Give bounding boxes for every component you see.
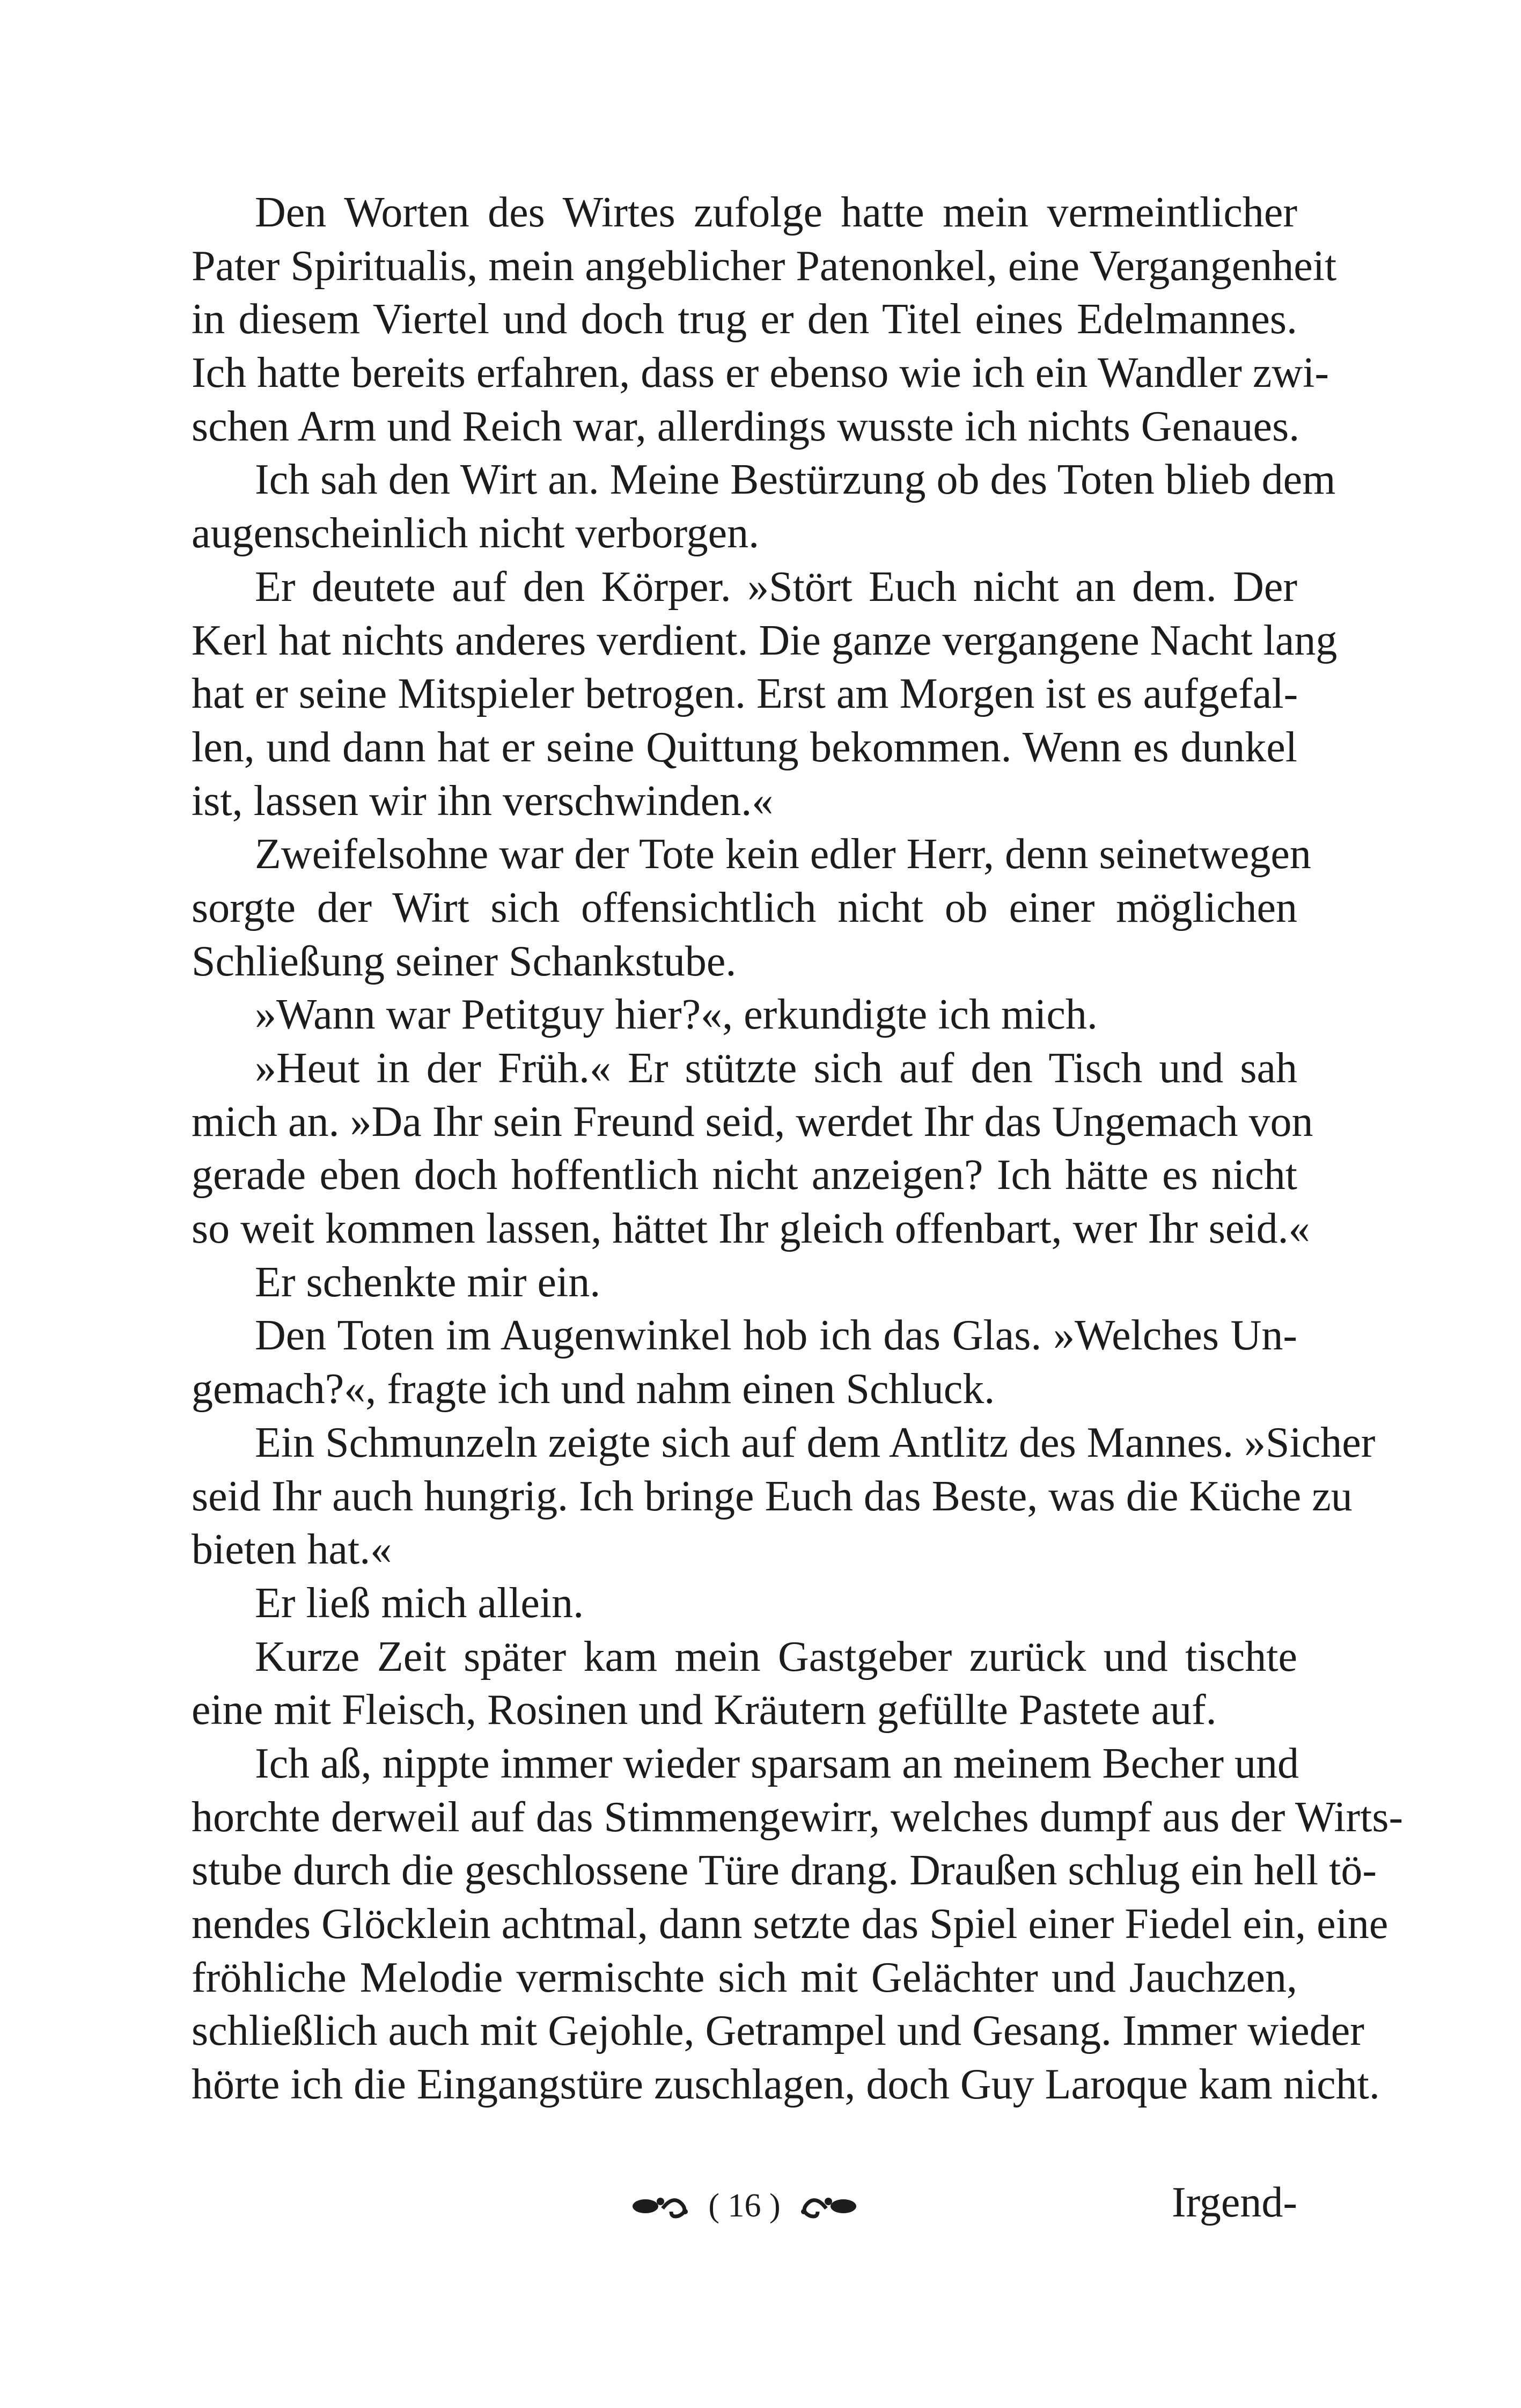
text-line: in diesem Viertel und doch trug er den Titel eines Edelmannes. <box>192 296 1297 343</box>
text-line: schen Arm und Reich war, allerdings wusste ich nichts Genaues. <box>192 402 1300 450</box>
text-line: Ein Schmunzeln zeigte sich auf dem Antlitz des Mannes. »Sicher <box>255 1419 1376 1466</box>
text-line: Kerl hat nichts anderes verdient. Die ganze vergangene Nacht lang <box>192 616 1338 664</box>
body-text <box>192 186 1404 2112</box>
text-line: stube durch die geschlossene Türe drang. Draußen schlug ein hell tö- <box>192 1847 1377 1895</box>
text-line: gemach?«, fragte ich und nahm einen Schluck. <box>192 1365 995 1413</box>
text-line: Pater Spiritualis, mein angeblicher Patenonkel, eine Vergangenheit <box>192 242 1337 290</box>
text-line: »Heut in der Früh.« Er stützte sich auf den Tisch und sah <box>255 1045 1297 1092</box>
text-line: schließlich auch mit Gejohle, Getrampel und Gesang. Immer wieder <box>192 2007 1364 2055</box>
fleuron-right-icon <box>794 2192 858 2219</box>
text-line: Schließung seiner Schankstube. <box>192 937 737 985</box>
text-line: Er ließ mich allein. <box>255 1579 584 1627</box>
text-line: Ich sah den Wirt an. Meine Bestürzung ob des Toten blieb dem <box>255 456 1336 504</box>
text-line: horchte derweil auf das Stimmengewirr, welches dumpf aus der Wirts- <box>192 1793 1404 1841</box>
text-line: bieten hat.« <box>192 1526 392 1574</box>
text-line: Er schenkte mir ein. <box>255 1258 601 1306</box>
page-number-group <box>192 2176 1297 2233</box>
text-line: eine mit Fleisch, Rosinen und Kräutern gefüllte Pastete auf. <box>192 1686 1217 1734</box>
text-line: Er deutete auf den Körper. »Stört Euch nicht an dem. Der <box>255 563 1297 611</box>
text-line: fröhliche Melodie vermischte sich mit Gelächter und Jauchzen, <box>192 1954 1297 2001</box>
text-line: mich an. »Da Ihr sein Freund seid, werdet Ihr das Ungemach von <box>192 1098 1313 1146</box>
text-line: Ich hatte bereits erfahren, dass er ebenso wie ich ein Wandler zwi- <box>192 349 1329 397</box>
text-line: sorgte der Wirt sich offensichtlich nicht ob einer möglichen <box>192 884 1297 931</box>
text-line: ist, lassen wir ihn verschwinden.« <box>192 777 774 825</box>
text-line: Ich aß, nippte immer wieder sparsam an meinem Becher und <box>255 1739 1299 1787</box>
text-line: Den Worten des Wirtes zufolge hatte mein vermeintlicher <box>255 189 1297 236</box>
page-footer <box>192 2176 1297 2229</box>
fleuron-left-icon <box>630 2192 695 2219</box>
text-line: »Wann war Petitguy hier?«, erkundigte ich mich. <box>255 991 1098 1039</box>
text-line: Kurze Zeit später kam mein Gastgeber zurück und tischte <box>255 1633 1297 1680</box>
catchword: Irgend- <box>1172 2179 1297 2226</box>
text-line: hat er seine Mitspieler betrogen. Erst am Morgen ist es aufgefal- <box>192 670 1298 718</box>
text-line: augenscheinlich nicht verborgen. <box>192 510 760 557</box>
text-line: Den Toten im Augenwinkel hob ich das Glas. »Welches Un- <box>255 1312 1297 1360</box>
text-line: nendes Glöcklein achtmal, dann setzte das Spiel einer Fiedel ein, eine <box>192 1900 1388 1948</box>
text-line: hörte ich die Eingangstüre zuschlagen, doch Guy Laroque kam nicht. <box>192 2061 1380 2109</box>
text-line: gerade eben doch hoffentlich nicht anzeigen? Ich hätte es nicht <box>192 1151 1297 1199</box>
text-line: len, und dann hat er seine Quittung bekommen. Wenn es dunkel <box>192 723 1297 771</box>
text-line: so weit kommen lassen, hättet Ihr gleich offenbart, wer Ihr seid.« <box>192 1205 1310 1253</box>
text-line: Zweifelsohne war der Tote kein edler Herr, denn seinetwegen <box>255 831 1311 878</box>
page-number: ( 16 ) <box>708 2187 781 2224</box>
text-line: seid Ihr auch hungrig. Ich bringe Euch das Beste, was die Küche zu <box>192 1472 1353 1520</box>
